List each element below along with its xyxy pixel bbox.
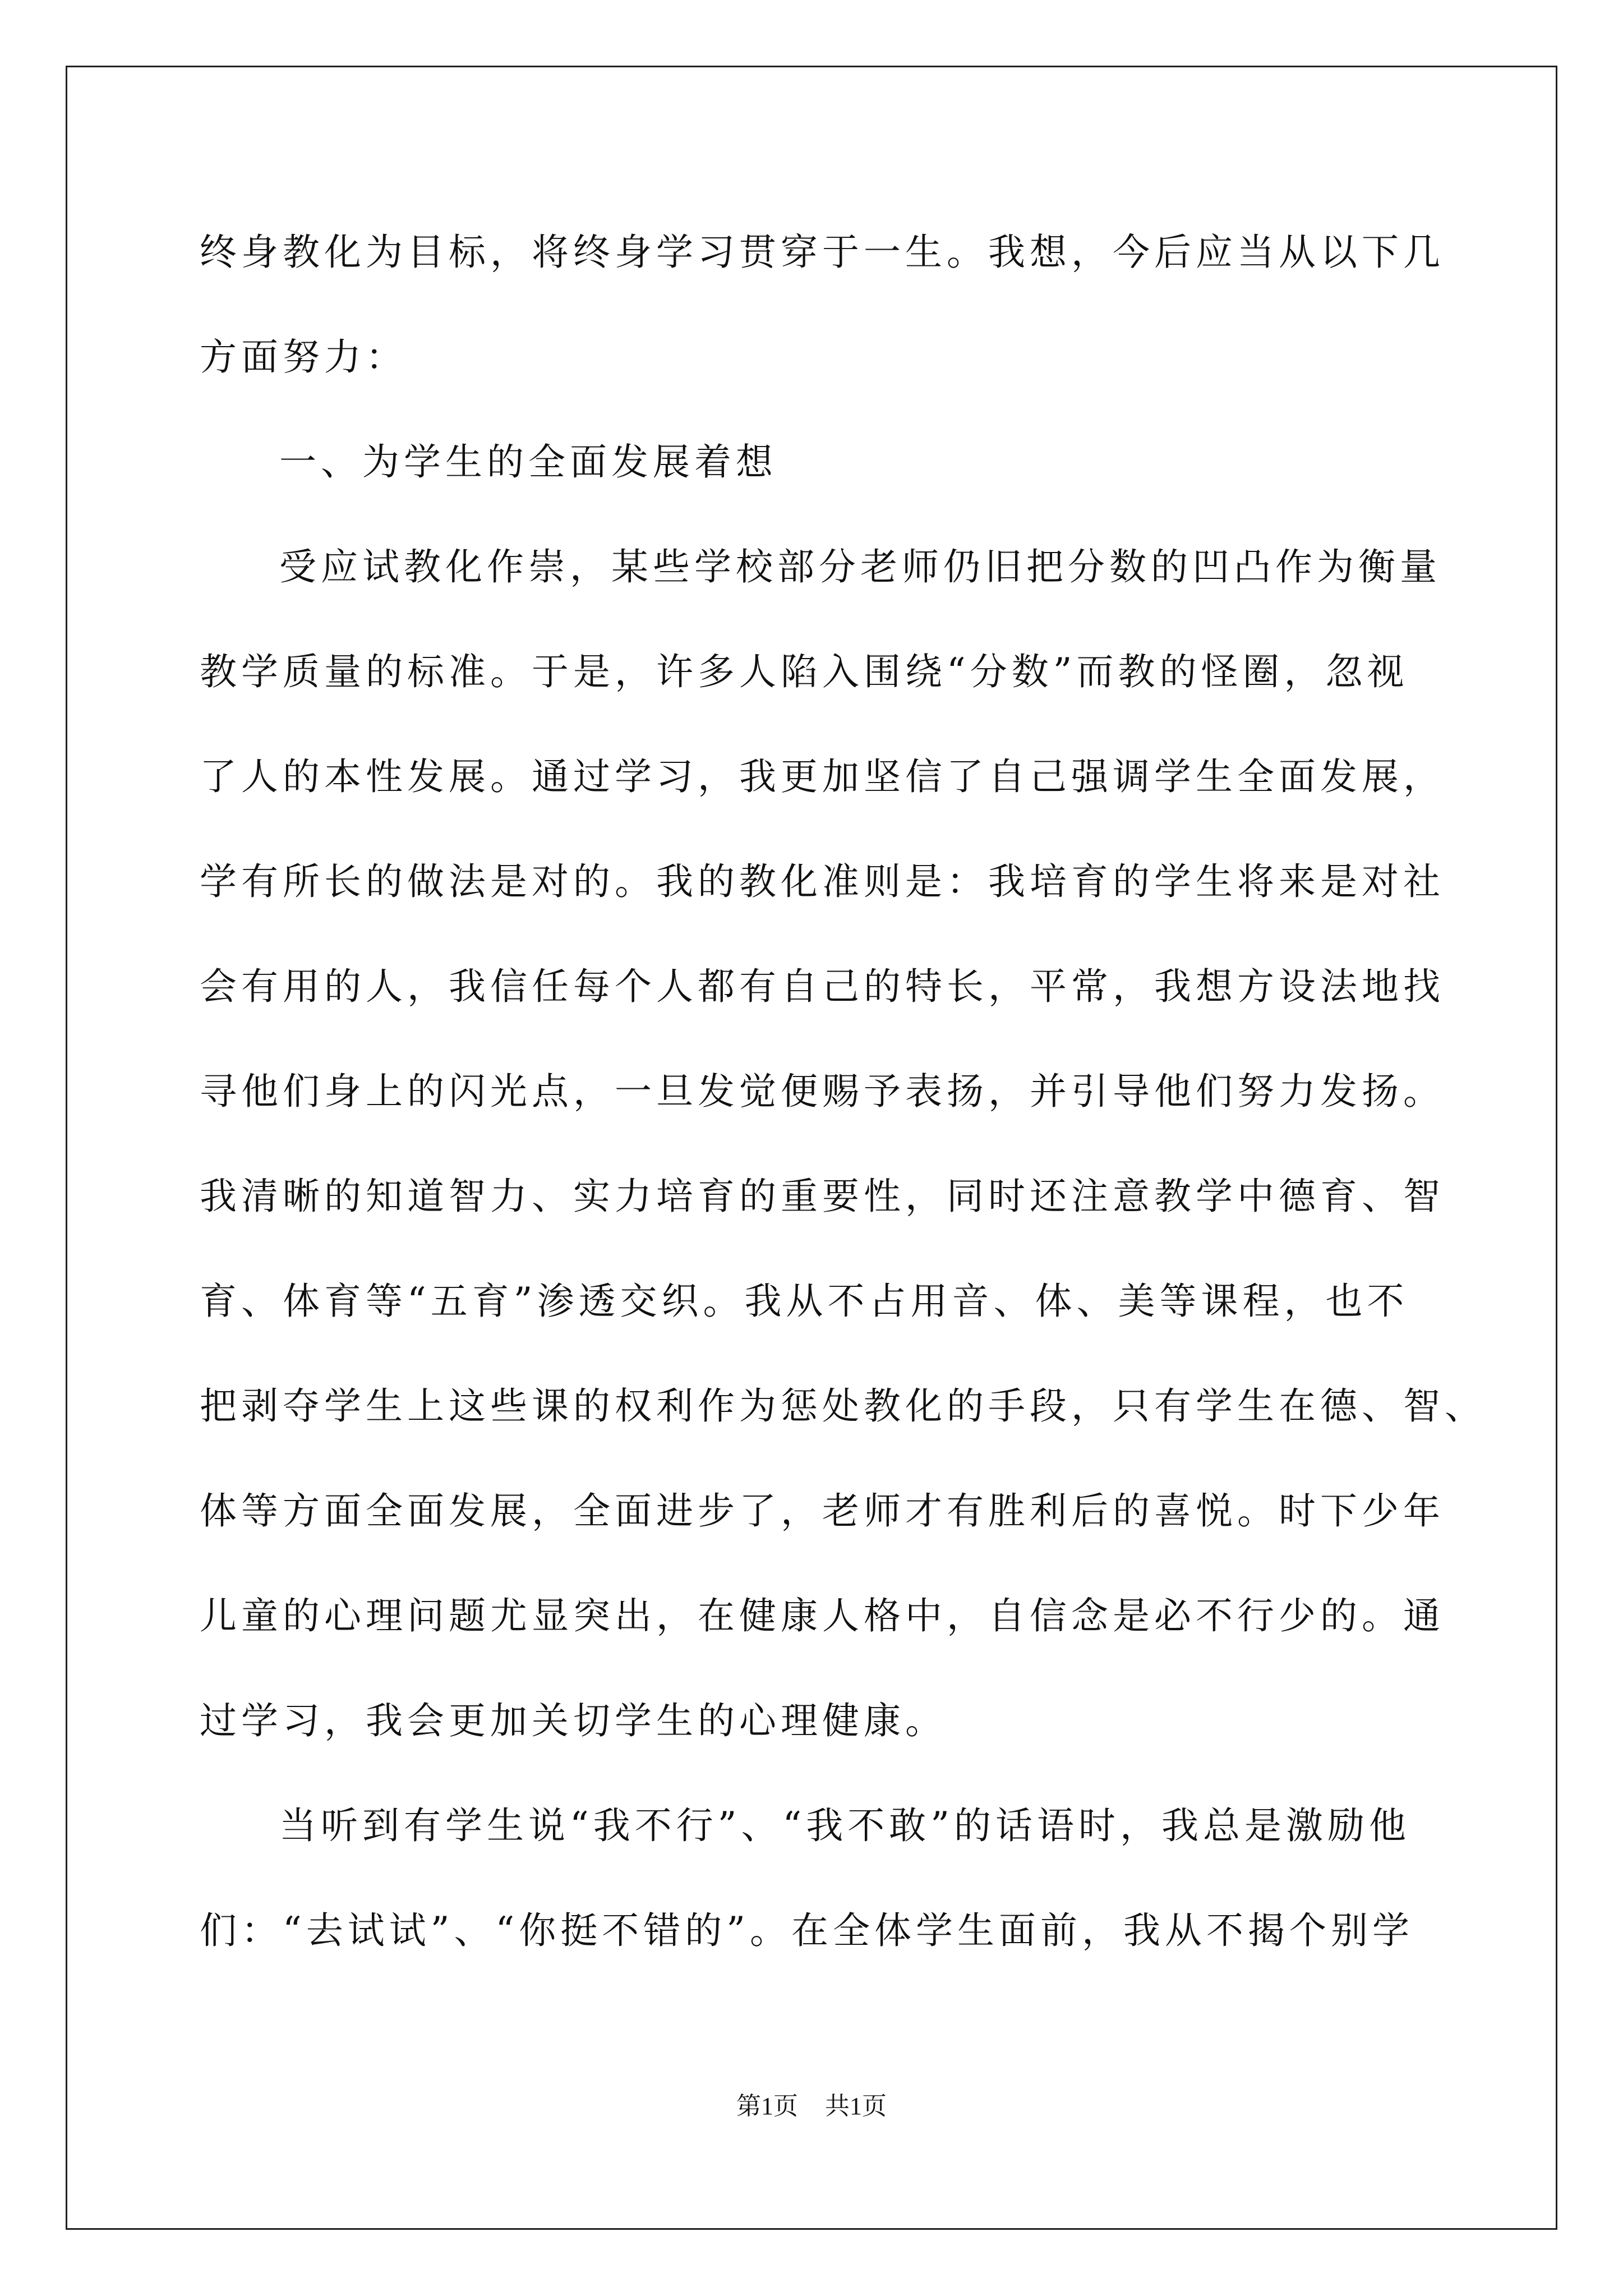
text-line: 学有所长的做法是对的。我的教化准则是：我培育的学生将来是对社 (200, 860, 1445, 903)
text-line: 体等方面全面发展，全面进步了，老师才有胜利后的喜悦。时下少年 (200, 1489, 1445, 1533)
text-line: 育、体育等“五育”渗透交织。我从不占用音、体、美等课程，也不 (200, 1280, 1409, 1323)
text-line: 终身教化为目标，将终身学习贯穿于一生。我想，今后应当从以下几 (200, 231, 1445, 274)
page-total: 共1页 (825, 2092, 887, 2120)
text-line: 儿童的心理问题尤显突出，在健康人格中，自信念是必不行少的。通 (200, 1594, 1445, 1637)
text-line: 寻他们身上的闪光点，一旦发觉便赐予表扬，并引导他们努力发扬。 (200, 1070, 1445, 1113)
text-line: 方面努力： (200, 335, 407, 379)
text-line: 我清晰的知道智力、实力培育的重要性，同时还注意教学中德育、智 (200, 1175, 1445, 1218)
text-line: 教学质量的标准。于是，许多人陷入围绕“分数”而教的怪圈，忽视 (200, 650, 1409, 693)
text-line: 过学习，我会更加关切学生的心理健康。 (200, 1699, 947, 1742)
text-line: 受应试教化作崇，某些学校部分老师仍旧把分数的凹凸作为衡量 (279, 545, 1441, 588)
text-line: 把剥夺学生上这些课的权利作为惩处教化的手段，只有学生在德、智、 (200, 1384, 1486, 1428)
page-number: 第1页 (736, 2092, 798, 2120)
section-heading: 一、为学生的全面发展着想 (279, 440, 777, 484)
text-line: 会有用的人，我信任每个人都有自己的特长，平常，我想方设法地找 (200, 965, 1445, 1008)
text-line: 们：“去试试”、“你挺不错的”。在全体学生面前，我从不揭个别学 (200, 1909, 1414, 1952)
page-footer (0, 2090, 1623, 2123)
document-body (200, 219, 1486, 2002)
text-line: 了人的本性发展。通过学习，我更加坚信了自己强调学生全面发展， (200, 755, 1445, 798)
text-line: 当听到有学生说“我不行”、“我不敢”的话语时，我总是激励他 (279, 1804, 1410, 1847)
